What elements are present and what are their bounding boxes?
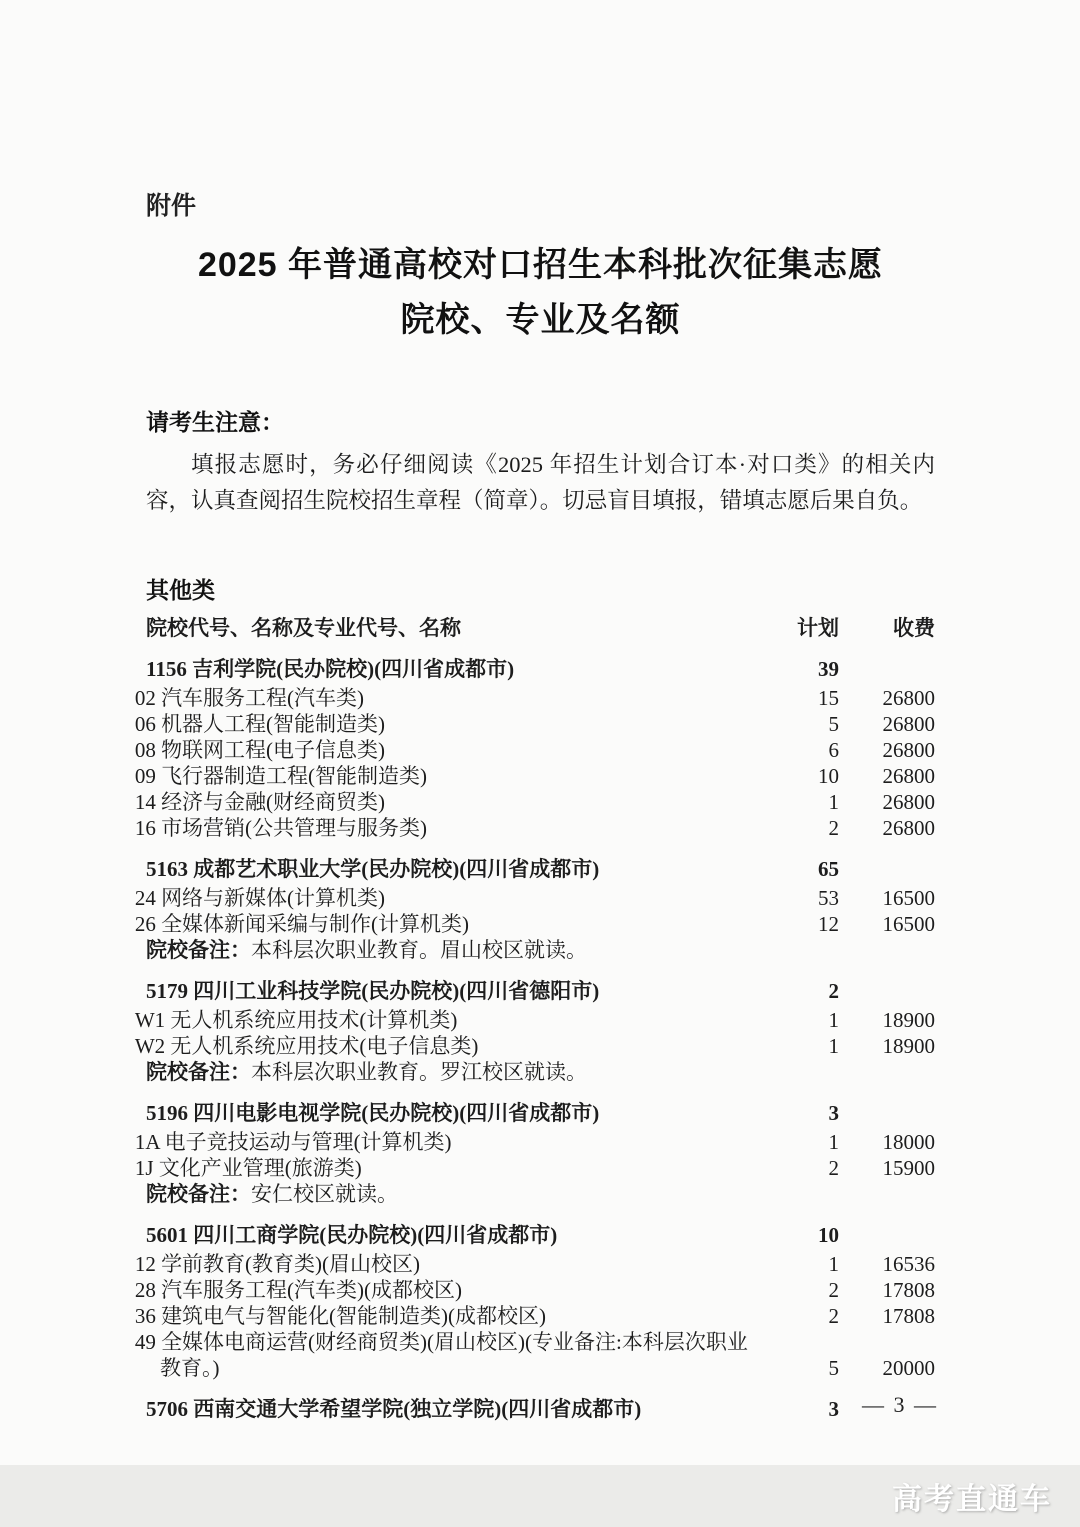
school-row (146, 1222, 935, 1248)
watermark: 高考直通车 (892, 1483, 1052, 1516)
school-plan: 2 (828, 979, 839, 1004)
document-title (146, 238, 935, 348)
major-fee: 18900 (882, 1034, 935, 1059)
major-row (134, 885, 935, 911)
school-remark (146, 1059, 773, 1085)
major-name: W2 无人机系统应用技术(电子信息类) (134, 1034, 479, 1059)
major-plan: 1 (828, 1252, 839, 1277)
school-group (146, 1396, 935, 1422)
major-fee: 26800 (882, 686, 935, 711)
major-fee: 18900 (882, 1008, 935, 1033)
table-header-plan: 计划 (797, 616, 839, 641)
major-fee: 17808 (882, 1304, 935, 1329)
school-name: 5163 成都艺术职业大学(民办院校)(四川省成都市) (146, 857, 600, 882)
major-name: 06 机器人工程(智能制造类) (134, 712, 386, 737)
major-name: 28 汽车服务工程(汽车类)(成都校区) (134, 1278, 463, 1303)
table-header-fee: 收费 (893, 616, 935, 641)
school-plan: 10 (818, 1223, 839, 1248)
school-plan: 65 (818, 857, 839, 882)
school-name: 5179 四川工业科技学院(民办院校)(四川省德阳市) (146, 979, 600, 1004)
school-remark-text: 安仁校区就读。 (251, 1182, 398, 1207)
major-row (134, 1277, 935, 1303)
school-list (134, 656, 935, 1422)
school-remark-text: 本科层次职业教育。眉山校区就读。 (251, 938, 587, 963)
school-name: 5601 四川工商学院(民办院校)(四川省成都市) (146, 1223, 558, 1248)
major-fee: 16536 (882, 1252, 935, 1277)
school-plan: 39 (818, 657, 839, 682)
notice-heading: 请考生注意： (146, 410, 284, 436)
school-plan: 3 (828, 1397, 839, 1422)
major-plan: 5 (828, 712, 839, 737)
school-row (146, 978, 935, 1004)
attachment-label: 附件 (146, 192, 197, 220)
school-remark-text: 本科层次职业教育。罗江校区就读。 (251, 1060, 587, 1085)
major-fee: 26800 (882, 790, 935, 815)
major-name: 12 学前教育(教育类)(眉山校区) (134, 1252, 421, 1277)
school-group (134, 1222, 935, 1381)
major-name: 09 飞行器制造工程(智能制造类) (134, 764, 428, 789)
school-name: 5196 四川电影电视学院(民办院校)(四川省成都市) (146, 1101, 600, 1126)
school-remark (146, 937, 773, 963)
major-plan: 15 (818, 686, 839, 711)
document-title-line2: 院校、专业及名额 (400, 301, 681, 340)
school-row (146, 656, 935, 682)
table-header-row (146, 615, 935, 641)
major-row (134, 711, 935, 737)
major-row (134, 737, 935, 763)
major-plan: 2 (828, 1278, 839, 1303)
major-fee: 26800 (882, 816, 935, 841)
notice-body: 填报志愿时，务必仔细阅读《2025 年招生计划合订本·对口类》的相关内容，认真查阅招生院校招生章程（简章）。切忌盲目填报，错填志愿后果自负。 (146, 452, 935, 513)
school-row (146, 1396, 935, 1422)
major-row (134, 1033, 935, 1059)
school-remark-row (146, 1181, 935, 1207)
document-title-line1: 2025 年普通高校对口招生本科批次征集志愿 (197, 246, 884, 284)
school-row (146, 1100, 935, 1126)
school-remark-label: 院校备注： (146, 1060, 251, 1085)
school-group (134, 856, 935, 963)
major-plan: 1 (828, 1130, 839, 1155)
major-name: 24 网络与新媒体(计算机类) (134, 886, 386, 911)
section-heading: 其他类 (146, 577, 215, 604)
major-name: 36 建筑电气与智能化(智能制造类)(成都校区) (134, 1304, 547, 1329)
major-plan: 1 (828, 1008, 839, 1033)
major-fee: 17808 (882, 1278, 935, 1303)
major-plan: 12 (818, 912, 839, 937)
major-fee: 16500 (882, 886, 935, 911)
major-plan: 2 (828, 816, 839, 841)
page-number: — 3 — (862, 1392, 938, 1417)
major-fee: 26800 (882, 738, 935, 763)
school-group (134, 1100, 935, 1207)
major-row (134, 789, 935, 815)
major-plan: 6 (828, 738, 839, 763)
major-name: 1A 电子竞技运动与管理(计算机类) (134, 1130, 452, 1155)
school-plan: 3 (828, 1101, 839, 1126)
major-row (134, 815, 935, 841)
school-remark-label: 院校备注： (146, 938, 251, 963)
major-row (134, 763, 935, 789)
school-row (146, 856, 935, 882)
major-row (134, 1303, 935, 1329)
major-row (134, 685, 935, 711)
major-row (134, 1329, 935, 1381)
major-fee: 16500 (882, 912, 935, 937)
major-plan: 2 (828, 1304, 839, 1329)
major-plan: 1 (828, 1034, 839, 1059)
school-group (134, 978, 935, 1085)
major-row (134, 1129, 935, 1155)
major-plan: 2 (828, 1156, 839, 1181)
major-name: 26 全媒体新闻采编与制作(计算机类) (134, 912, 470, 937)
school-remark-row (146, 937, 935, 963)
major-name: 02 汽车服务工程(汽车类) (134, 686, 365, 711)
major-plan: 1 (828, 790, 839, 815)
major-fee: 26800 (882, 764, 935, 789)
footer-bar (0, 1465, 1080, 1527)
school-group (134, 656, 935, 841)
major-name: 49 全媒体电商运营(财经商贸类)(眉山校区)(专业备注:本科层次职业教育。) (134, 1330, 748, 1381)
major-row (134, 1155, 935, 1181)
major-fee: 20000 (882, 1356, 935, 1381)
major-fee: 15900 (882, 1156, 935, 1181)
major-name: W1 无人机系统应用技术(计算机类) (134, 1008, 458, 1033)
school-name: 5706 西南交通大学希望学院(独立学院)(四川省成都市) (146, 1397, 642, 1422)
major-name: 16 市场营销(公共管理与服务类) (134, 816, 428, 841)
major-fee: 26800 (882, 712, 935, 737)
major-name: 08 物联网工程(电子信息类) (134, 738, 386, 763)
table-header-name: 院校代号、名称及专业代号、名称 (146, 616, 461, 641)
major-plan: 10 (818, 764, 839, 789)
major-name: 1J 文化产业管理(旅游类) (134, 1156, 362, 1181)
school-remark (146, 1181, 773, 1207)
school-name: 1156 吉利学院(民办院校)(四川省成都市) (146, 657, 515, 682)
school-remark-row (146, 1059, 935, 1085)
major-name: 14 经济与金融(财经商贸类) (134, 790, 386, 815)
major-row (134, 1007, 935, 1033)
major-plan: 53 (818, 886, 839, 911)
major-row (134, 911, 935, 937)
school-remark-label: 院校备注： (146, 1182, 251, 1207)
major-row (134, 1251, 935, 1277)
major-fee: 18000 (882, 1130, 935, 1155)
major-plan: 5 (828, 1356, 839, 1381)
